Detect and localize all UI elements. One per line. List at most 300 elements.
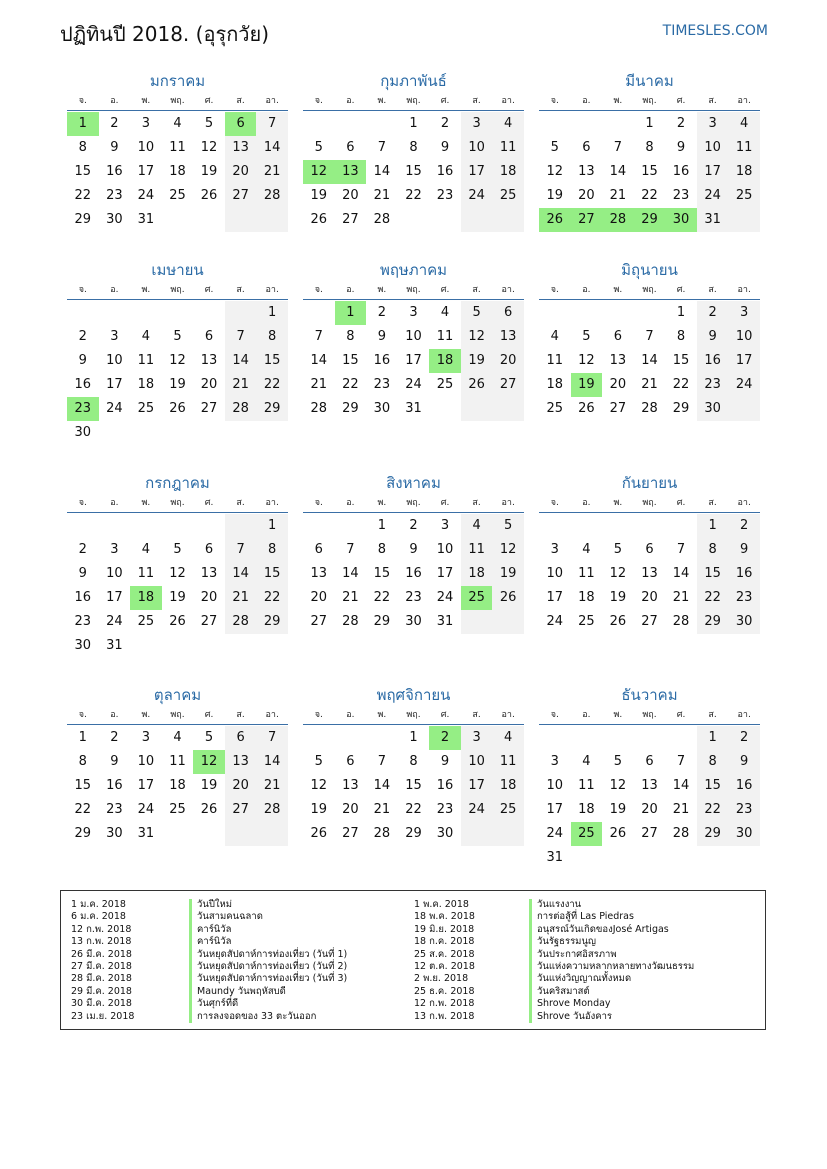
day-cell[interactable]: 16 [74, 377, 92, 392]
day-cell[interactable]: 3 [550, 754, 559, 769]
day-cell[interactable]: 20 [342, 188, 359, 203]
day-cell[interactable]: 23 [373, 377, 391, 392]
day-cell[interactable]: 11 [578, 778, 595, 793]
day-cell[interactable]: 21 [609, 188, 627, 203]
day-cell[interactable]: 27 [492, 373, 524, 397]
day-cell[interactable]: 30 [697, 397, 729, 421]
day-cell[interactable]: 17 [461, 774, 493, 798]
day-cell[interactable]: 26 [310, 212, 328, 227]
day-cell[interactable]: 16 [106, 164, 123, 179]
day-cell[interactable]: 7 [314, 329, 323, 344]
day-cell[interactable]: 24 [461, 184, 493, 208]
day-cell[interactable]: 9 [728, 538, 760, 562]
day-cell[interactable]: 3 [461, 726, 493, 750]
day-cell[interactable]: 5 [613, 542, 623, 557]
day-cell[interactable]: 28 [672, 614, 690, 629]
day-cell[interactable]: 19 [200, 778, 218, 793]
day-cell[interactable]: 17 [405, 353, 422, 368]
day-cell[interactable]: 12 [578, 353, 595, 368]
day-cell[interactable]: 17 [137, 778, 155, 793]
day-cell[interactable]: 11 [436, 329, 454, 344]
day-cell[interactable]: 4 [582, 542, 591, 557]
day-cell[interactable]: 4 [141, 542, 151, 557]
day-cell[interactable]: 2 [728, 514, 760, 538]
day-cell[interactable]: 13 [609, 353, 627, 368]
day-cell[interactable]: 31 [137, 826, 155, 841]
day-cell[interactable]: 28 [342, 614, 359, 629]
day-cell[interactable]: 12 [609, 566, 627, 581]
day-cell[interactable]: 8 [377, 542, 387, 557]
day-cell[interactable]: 25 [728, 184, 760, 208]
day-cell[interactable]: 30 [665, 208, 697, 232]
day-cell[interactable]: 28 [310, 401, 328, 416]
day-cell[interactable]: 1 [256, 514, 288, 538]
day-cell[interactable]: 18 [130, 586, 162, 610]
day-cell[interactable]: 4 [492, 112, 524, 136]
day-cell[interactable]: 1 [78, 730, 87, 745]
day-cell[interactable]: 27 [641, 826, 658, 841]
day-cell[interactable]: 20 [578, 188, 595, 203]
day-cell[interactable]: 31 [436, 614, 454, 629]
day-cell[interactable]: 8 [697, 750, 729, 774]
day-cell[interactable]: 14 [672, 566, 690, 581]
day-cell[interactable]: 5 [492, 514, 524, 538]
day-cell[interactable]: 10 [106, 566, 123, 581]
day-cell[interactable]: 28 [225, 397, 257, 421]
day-cell[interactable]: 19 [609, 802, 627, 817]
day-cell[interactable]: 29 [697, 610, 729, 634]
day-cell[interactable]: 24 [436, 590, 454, 605]
day-cell[interactable]: 21 [256, 774, 288, 798]
day-cell[interactable]: 27 [609, 401, 627, 416]
day-cell[interactable]: 14 [256, 136, 288, 160]
day-cell[interactable]: 30 [728, 610, 760, 634]
day-cell[interactable]: 9 [728, 750, 760, 774]
day-cell[interactable]: 14 [225, 562, 257, 586]
day-cell[interactable]: 20 [310, 590, 328, 605]
day-cell[interactable]: 18 [578, 590, 595, 605]
day-cell[interactable]: 23 [697, 373, 729, 397]
day-cell[interactable]: 15 [405, 164, 422, 179]
day-cell[interactable]: 24 [137, 188, 155, 203]
day-cell[interactable]: 10 [461, 750, 493, 774]
day-cell[interactable]: 13 [335, 160, 367, 184]
day-cell[interactable]: 11 [169, 140, 186, 155]
day-cell[interactable]: 23 [106, 802, 123, 817]
day-cell[interactable]: 13 [310, 566, 328, 581]
day-cell[interactable]: 28 [373, 212, 391, 227]
day-cell[interactable]: 15 [342, 353, 359, 368]
day-cell[interactable]: 18 [169, 164, 186, 179]
day-cell[interactable]: 2 [409, 518, 418, 533]
day-cell[interactable]: 29 [74, 826, 92, 841]
day-cell[interactable]: 15 [256, 562, 288, 586]
day-cell[interactable]: 18 [461, 562, 493, 586]
day-cell[interactable]: 19 [310, 802, 328, 817]
day-cell[interactable]: 30 [436, 826, 454, 841]
day-cell[interactable]: 10 [106, 353, 123, 368]
day-cell[interactable]: 10 [137, 754, 155, 769]
day-cell[interactable]: 9 [110, 140, 119, 155]
day-cell[interactable]: 21 [373, 802, 391, 817]
day-cell[interactable]: 6 [314, 542, 323, 557]
day-cell[interactable]: 25 [461, 586, 493, 610]
day-cell[interactable]: 21 [342, 590, 359, 605]
day-cell[interactable]: 11 [137, 566, 155, 581]
day-cell[interactable]: 12 [546, 164, 564, 179]
day-cell[interactable]: 10 [728, 325, 760, 349]
day-cell[interactable]: 25 [492, 184, 524, 208]
day-cell[interactable]: 6 [204, 329, 214, 344]
day-cell[interactable]: 9 [697, 325, 729, 349]
day-cell[interactable]: 16 [436, 778, 454, 793]
day-cell[interactable]: 12 [169, 566, 186, 581]
day-cell[interactable]: 1 [409, 116, 418, 131]
day-cell[interactable]: 21 [641, 377, 658, 392]
day-cell[interactable]: 2 [377, 305, 387, 320]
day-cell[interactable]: 23 [728, 798, 760, 822]
day-cell[interactable]: 7 [225, 325, 257, 349]
day-cell[interactable]: 19 [609, 590, 627, 605]
day-cell[interactable]: 6 [582, 140, 591, 155]
day-cell[interactable]: 22 [74, 802, 92, 817]
day-cell[interactable]: 2 [110, 730, 119, 745]
day-cell[interactable]: 14 [225, 349, 257, 373]
day-cell[interactable]: 30 [728, 822, 760, 846]
day-cell[interactable]: 24 [461, 798, 493, 822]
day-cell[interactable]: 16 [405, 566, 422, 581]
day-cell[interactable]: 2 [429, 726, 461, 750]
day-cell[interactable]: 18 [492, 160, 524, 184]
day-cell[interactable]: 14 [256, 750, 288, 774]
day-cell[interactable]: 6 [645, 754, 654, 769]
day-cell[interactable]: 15 [74, 778, 92, 793]
day-cell[interactable]: 16 [106, 778, 123, 793]
day-cell[interactable]: 19 [200, 164, 218, 179]
day-cell[interactable]: 3 [461, 112, 493, 136]
day-cell[interactable]: 15 [74, 164, 92, 179]
day-cell[interactable]: 1 [697, 514, 729, 538]
day-cell[interactable]: 14 [641, 353, 658, 368]
day-cell[interactable]: 12 [492, 538, 524, 562]
day-cell[interactable]: 29 [697, 822, 729, 846]
day-cell[interactable]: 10 [405, 329, 422, 344]
day-cell[interactable]: 4 [173, 116, 182, 131]
day-cell[interactable]: 25 [169, 188, 186, 203]
day-cell[interactable]: 2 [78, 329, 87, 344]
day-cell[interactable]: 13 [200, 353, 218, 368]
day-cell[interactable]: 4 [728, 112, 760, 136]
day-cell[interactable]: 23 [436, 802, 454, 817]
day-cell[interactable]: 27 [342, 826, 359, 841]
day-cell[interactable]: 27 [342, 212, 359, 227]
day-cell[interactable]: 9 [78, 566, 87, 581]
day-cell[interactable]: 29 [256, 397, 288, 421]
day-cell[interactable]: 7 [346, 542, 355, 557]
day-cell[interactable]: 29 [672, 401, 690, 416]
day-cell[interactable]: 28 [256, 798, 288, 822]
day-cell[interactable]: 12 [193, 750, 225, 774]
day-cell[interactable]: 15 [256, 349, 288, 373]
day-cell[interactable]: 1 [377, 518, 387, 533]
day-cell[interactable]: 16 [697, 349, 729, 373]
day-cell[interactable]: 18 [578, 802, 595, 817]
day-cell[interactable]: 30 [106, 826, 123, 841]
day-cell[interactable]: 24 [106, 614, 123, 629]
day-cell[interactable]: 1 [335, 301, 367, 325]
day-cell[interactable]: 1 [256, 301, 288, 325]
day-cell[interactable]: 12 [169, 353, 186, 368]
day-cell[interactable]: 4 [461, 514, 493, 538]
day-cell[interactable]: 4 [141, 329, 151, 344]
day-cell[interactable]: 23 [405, 590, 422, 605]
day-cell[interactable]: 17 [546, 590, 564, 605]
day-cell[interactable]: 28 [225, 610, 257, 634]
day-cell[interactable]: 22 [256, 586, 288, 610]
day-cell[interactable]: 29 [405, 826, 422, 841]
day-cell[interactable]: 1 [676, 305, 686, 320]
day-cell[interactable]: 26 [169, 614, 186, 629]
day-cell[interactable]: 29 [342, 401, 359, 416]
day-cell[interactable]: 28 [672, 826, 690, 841]
day-cell[interactable]: 31 [106, 638, 123, 653]
day-cell[interactable]: 15 [641, 164, 658, 179]
day-cell[interactable]: 6 [225, 112, 257, 136]
day-cell[interactable]: 5 [173, 542, 182, 557]
day-cell[interactable]: 3 [141, 116, 151, 131]
day-cell[interactable]: 16 [436, 164, 454, 179]
day-cell[interactable]: 27 [571, 208, 603, 232]
day-cell[interactable]: 8 [346, 329, 355, 344]
day-cell[interactable]: 8 [409, 140, 418, 155]
day-cell[interactable]: 6 [346, 140, 355, 155]
day-cell[interactable]: 7 [225, 538, 257, 562]
day-cell[interactable]: 18 [728, 160, 760, 184]
day-cell[interactable]: 12 [609, 778, 627, 793]
day-cell[interactable]: 13 [641, 778, 658, 793]
day-cell[interactable]: 5 [173, 329, 182, 344]
day-cell[interactable]: 5 [314, 140, 323, 155]
day-cell[interactable]: 21 [225, 586, 257, 610]
day-cell[interactable]: 26 [609, 614, 627, 629]
day-cell[interactable]: 17 [728, 349, 760, 373]
day-cell[interactable]: 26 [609, 826, 627, 841]
day-cell[interactable]: 28 [373, 826, 391, 841]
day-cell[interactable]: 3 [550, 542, 559, 557]
day-cell[interactable]: 26 [310, 826, 328, 841]
day-cell[interactable]: 10 [137, 140, 155, 155]
day-cell[interactable]: 4 [173, 730, 182, 745]
day-cell[interactable]: 27 [200, 401, 218, 416]
day-cell[interactable]: 22 [405, 188, 422, 203]
day-cell[interactable]: 16 [74, 590, 92, 605]
day-cell[interactable]: 28 [256, 184, 288, 208]
day-cell[interactable]: 21 [672, 802, 690, 817]
day-cell[interactable]: 5 [613, 754, 623, 769]
day-cell[interactable]: 12 [200, 140, 218, 155]
day-cell[interactable]: 2 [676, 116, 686, 131]
day-cell[interactable]: 23 [67, 397, 99, 421]
day-cell[interactable]: 14 [672, 778, 690, 793]
day-cell[interactable]: 15 [697, 774, 729, 798]
day-cell[interactable]: 17 [137, 164, 155, 179]
day-cell[interactable]: 29 [634, 208, 666, 232]
day-cell[interactable]: 17 [461, 160, 493, 184]
day-cell[interactable]: 18 [137, 377, 155, 392]
day-cell[interactable]: 25 [492, 798, 524, 822]
day-cell[interactable]: 5 [204, 730, 214, 745]
day-cell[interactable]: 26 [169, 401, 186, 416]
day-cell[interactable]: 29 [256, 610, 288, 634]
day-cell[interactable]: 22 [342, 377, 359, 392]
day-cell[interactable]: 12 [310, 778, 328, 793]
day-cell[interactable]: 4 [550, 329, 559, 344]
day-cell[interactable]: 26 [200, 802, 218, 817]
day-cell[interactable]: 4 [492, 726, 524, 750]
day-cell[interactable]: 19 [546, 188, 564, 203]
day-cell[interactable]: 18 [169, 778, 186, 793]
day-cell[interactable]: 21 [672, 590, 690, 605]
day-cell[interactable]: 3 [697, 112, 729, 136]
day-cell[interactable]: 13 [578, 164, 595, 179]
day-cell[interactable]: 22 [256, 373, 288, 397]
day-cell[interactable]: 13 [492, 325, 524, 349]
day-cell[interactable]: 10 [461, 136, 493, 160]
day-cell[interactable]: 23 [436, 188, 454, 203]
day-cell[interactable]: 27 [641, 614, 658, 629]
day-cell[interactable]: 31 [137, 212, 155, 227]
day-cell[interactable]: 19 [461, 349, 493, 373]
day-cell[interactable]: 8 [256, 325, 288, 349]
day-cell[interactable]: 17 [106, 377, 123, 392]
day-cell[interactable]: 19 [169, 590, 186, 605]
day-cell[interactable]: 11 [137, 353, 155, 368]
day-cell[interactable]: 20 [200, 377, 218, 392]
day-cell[interactable]: 3 [110, 329, 119, 344]
day-cell[interactable]: 25 [137, 614, 155, 629]
day-cell[interactable]: 7 [676, 754, 686, 769]
day-cell[interactable]: 7 [613, 140, 623, 155]
day-cell[interactable]: 8 [676, 329, 686, 344]
day-cell[interactable]: 10 [436, 542, 454, 557]
day-cell[interactable]: 28 [602, 208, 634, 232]
day-cell[interactable]: 6 [645, 542, 654, 557]
day-cell[interactable]: 8 [409, 754, 418, 769]
day-cell[interactable]: 30 [373, 401, 391, 416]
day-cell[interactable]: 4 [582, 754, 591, 769]
day-cell[interactable]: 11 [492, 750, 524, 774]
day-cell[interactable]: 19 [310, 188, 328, 203]
day-cell[interactable]: 3 [440, 518, 450, 533]
day-cell[interactable]: 17 [106, 590, 123, 605]
day-cell[interactable]: 10 [697, 136, 729, 160]
day-cell[interactable]: 26 [539, 208, 571, 232]
day-cell[interactable]: 11 [492, 136, 524, 160]
day-cell[interactable]: 16 [373, 353, 391, 368]
day-cell[interactable]: 13 [200, 566, 218, 581]
day-cell[interactable]: 19 [492, 562, 524, 586]
day-cell[interactable]: 25 [546, 401, 564, 416]
day-cell[interactable]: 20 [342, 802, 359, 817]
day-cell[interactable]: 30 [74, 425, 92, 440]
day-cell[interactable]: 8 [78, 754, 87, 769]
day-cell[interactable]: 8 [256, 538, 288, 562]
day-cell[interactable]: 23 [672, 188, 690, 203]
day-cell[interactable]: 3 [110, 542, 119, 557]
day-cell[interactable]: 10 [546, 566, 564, 581]
day-cell[interactable]: 12 [303, 160, 335, 184]
day-cell[interactable]: 29 [373, 614, 391, 629]
day-cell[interactable]: 3 [141, 730, 151, 745]
day-cell[interactable]: 24 [546, 614, 564, 629]
day-cell[interactable]: 25 [571, 822, 603, 846]
day-cell[interactable]: 17 [436, 566, 454, 581]
day-cell[interactable]: 4 [440, 305, 450, 320]
day-cell[interactable]: 18 [546, 377, 564, 392]
day-cell[interactable]: 21 [373, 188, 391, 203]
day-cell[interactable]: 5 [204, 116, 214, 131]
day-cell[interactable]: 11 [546, 353, 564, 368]
day-cell[interactable]: 11 [728, 136, 760, 160]
day-cell[interactable]: 9 [440, 140, 450, 155]
day-cell[interactable]: 25 [436, 377, 454, 392]
day-cell[interactable]: 16 [728, 562, 760, 586]
day-cell[interactable]: 20 [641, 802, 658, 817]
day-cell[interactable]: 15 [373, 566, 391, 581]
day-cell[interactable]: 22 [697, 798, 729, 822]
brand-logo[interactable]: TIMESLES.COM [662, 23, 768, 39]
day-cell[interactable]: 9 [409, 542, 418, 557]
day-cell[interactable]: 6 [346, 754, 355, 769]
day-cell[interactable]: 9 [440, 754, 450, 769]
day-cell[interactable]: 1 [409, 730, 418, 745]
day-cell[interactable]: 3 [728, 301, 760, 325]
day-cell[interactable]: 9 [110, 754, 119, 769]
day-cell[interactable]: 24 [137, 802, 155, 817]
day-cell[interactable]: 9 [78, 353, 87, 368]
day-cell[interactable]: 22 [405, 802, 422, 817]
day-cell[interactable]: 2 [440, 116, 450, 131]
day-cell[interactable]: 7 [645, 329, 654, 344]
day-cell[interactable]: 13 [342, 778, 359, 793]
day-cell[interactable]: 15 [672, 353, 690, 368]
day-cell[interactable]: 25 [137, 401, 155, 416]
day-cell[interactable]: 7 [377, 754, 387, 769]
day-cell[interactable]: 6 [492, 301, 524, 325]
day-cell[interactable]: 26 [492, 586, 524, 610]
day-cell[interactable]: 1 [67, 112, 99, 136]
day-cell[interactable]: 25 [169, 802, 186, 817]
day-cell[interactable]: 15 [697, 562, 729, 586]
day-cell[interactable]: 13 [225, 136, 257, 160]
day-cell[interactable]: 14 [373, 778, 391, 793]
day-cell[interactable]: 7 [256, 112, 288, 136]
day-cell[interactable]: 23 [74, 614, 92, 629]
day-cell[interactable]: 21 [256, 160, 288, 184]
day-cell[interactable]: 6 [204, 542, 214, 557]
day-cell[interactable]: 3 [409, 305, 418, 320]
day-cell[interactable]: 22 [672, 377, 690, 392]
day-cell[interactable]: 5 [582, 329, 591, 344]
day-cell[interactable]: 24 [728, 373, 760, 397]
day-cell[interactable]: 16 [672, 164, 690, 179]
day-cell[interactable]: 20 [492, 349, 524, 373]
day-cell[interactable]: 26 [578, 401, 595, 416]
day-cell[interactable]: 19 [571, 373, 603, 397]
day-cell[interactable]: 14 [310, 353, 328, 368]
day-cell[interactable]: 5 [314, 754, 323, 769]
day-cell[interactable]: 17 [697, 160, 729, 184]
